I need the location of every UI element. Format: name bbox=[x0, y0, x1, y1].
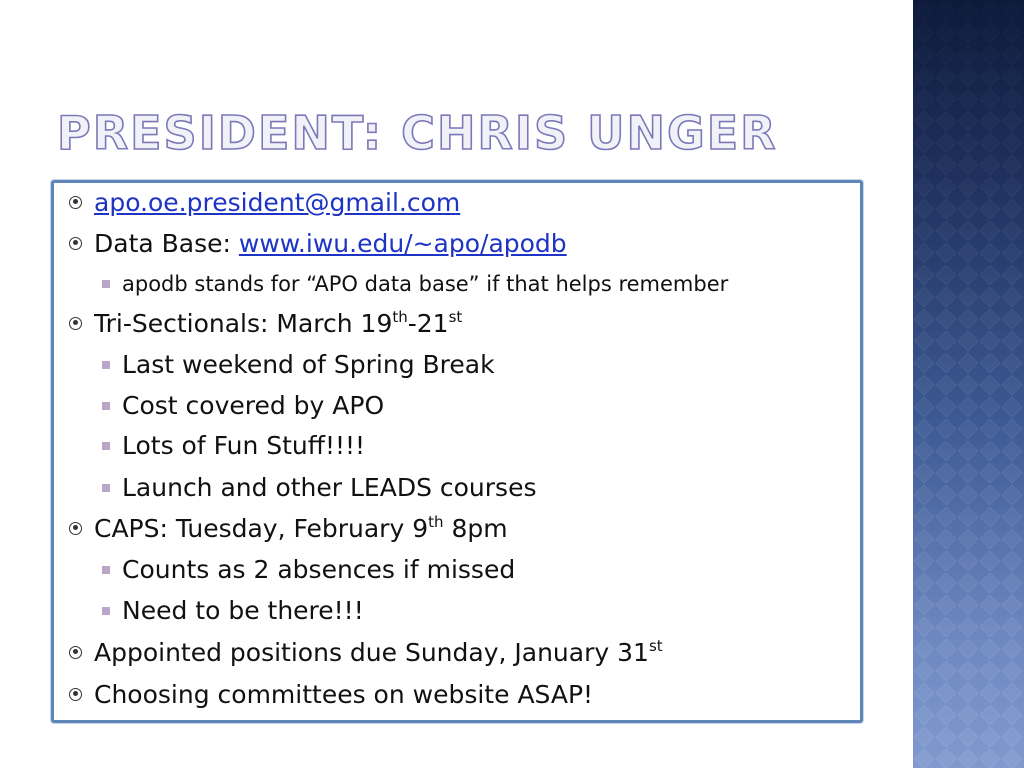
tri-sub-1-text: Last weekend of Spring Break bbox=[122, 350, 495, 379]
circled-dot-icon bbox=[69, 646, 82, 659]
committees-text: Choosing committees on website ASAP! bbox=[94, 680, 594, 709]
caps-time: 8pm bbox=[443, 514, 508, 543]
tri-sub-2-text: Cost covered by APO bbox=[122, 391, 385, 420]
database-note: apodb stands for “APO data base” if that helps remember bbox=[122, 272, 729, 296]
list-item-caps-sub-2 bbox=[122, 596, 364, 625]
diamond-pattern-icon bbox=[913, 0, 1024, 768]
caps-sub-2-text: Need to be there!!! bbox=[122, 596, 364, 625]
circled-dot-icon bbox=[69, 688, 82, 701]
square-bullet-icon bbox=[102, 484, 110, 492]
square-bullet-icon bbox=[102, 442, 110, 450]
database-link[interactable]: www.iwu.edu/~apo/apodb bbox=[238, 229, 567, 258]
caps-sub-1-text: Counts as 2 absences if missed bbox=[122, 555, 516, 584]
square-bullet-icon bbox=[102, 361, 110, 369]
list-item-caps-sub-1 bbox=[122, 555, 515, 584]
trisectionals-sup-st: st bbox=[448, 308, 463, 327]
list-item-tri-sub-4 bbox=[122, 473, 537, 502]
database-label: Data Base: bbox=[94, 229, 239, 258]
appointed-sup-st: st bbox=[648, 637, 663, 656]
list-item-database bbox=[94, 229, 567, 258]
email-link[interactable]: apo.oe.president@gmail.com bbox=[94, 188, 461, 217]
square-bullet-icon bbox=[102, 402, 110, 410]
bullet-list bbox=[54, 183, 860, 720]
list-item-caps bbox=[94, 514, 508, 543]
circled-dot-icon bbox=[69, 237, 82, 250]
slide-title: PRESIDENT: CHRIS UNGER bbox=[57, 106, 778, 160]
list-item-tri-sub-2 bbox=[122, 391, 384, 420]
list-item-trisectionals bbox=[94, 309, 462, 338]
caps-sup-th: th bbox=[428, 513, 444, 532]
content-box bbox=[51, 180, 863, 723]
list-item-appointed bbox=[94, 638, 663, 667]
decorative-side-panel bbox=[913, 0, 1024, 768]
circled-dot-icon bbox=[69, 196, 82, 209]
list-item-database-note bbox=[122, 272, 728, 296]
square-bullet-icon bbox=[102, 280, 110, 288]
trisectionals-text: Tri-Sectionals: March 19 bbox=[94, 309, 393, 338]
caps-text: CAPS: Tuesday, February 9 bbox=[94, 514, 429, 543]
tri-sub-4-text: Launch and other LEADS courses bbox=[122, 473, 537, 502]
square-bullet-icon bbox=[102, 566, 110, 574]
appointed-text: Appointed positions due Sunday, January 31 bbox=[94, 638, 649, 667]
list-item-tri-sub-1 bbox=[122, 350, 495, 379]
trisectionals-end: -21 bbox=[407, 309, 449, 338]
list-item-tri-sub-3 bbox=[122, 431, 365, 460]
list-item-email bbox=[94, 188, 460, 217]
list-item-committees bbox=[94, 680, 593, 709]
circled-dot-icon bbox=[69, 522, 82, 535]
square-bullet-icon bbox=[102, 607, 110, 615]
trisectionals-sup-th: th bbox=[392, 308, 408, 327]
tri-sub-3-text: Lots of Fun Stuff!!!! bbox=[122, 431, 366, 460]
circled-dot-icon bbox=[69, 317, 82, 330]
